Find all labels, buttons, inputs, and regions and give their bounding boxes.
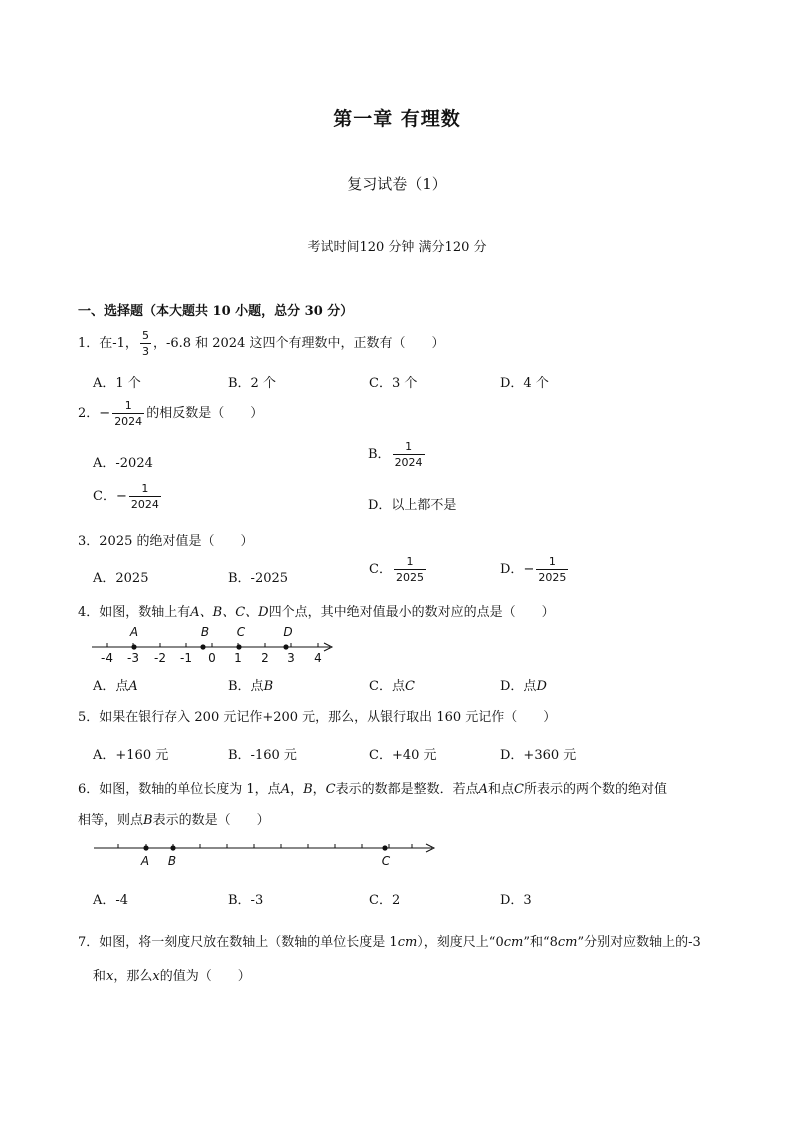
q4-point-label-b: B [200, 625, 210, 639]
q4-point-d [283, 644, 288, 649]
q4-tick-label: -1 [180, 651, 192, 665]
q2-option-d: D．以上都不是 [368, 498, 457, 513]
q1-frac-num: 5 [141, 329, 149, 342]
q3-optd-num: 1 [548, 555, 556, 568]
q2-optb-num: 1 [405, 440, 413, 453]
q6-var-a: A [280, 782, 291, 797]
q7-unit-2: cm [503, 935, 524, 950]
question-4-stem [78, 601, 555, 620]
q7-var-x1: x [106, 969, 114, 984]
q6-var-b2: B [143, 813, 153, 828]
q6-point-a [143, 845, 148, 850]
q7-l1-a: 7．如图，将一刻度尺放在数轴上（数轴的单位长度是 1 [78, 935, 398, 950]
q4-option-c [369, 675, 415, 694]
q1-option-a: A．1 个 [93, 376, 141, 391]
q4-stem-post: 四个点，其中绝对值最小的数对应的点是（ ） [268, 605, 555, 620]
section-heading: 一、选择题（本大题共 10 小题，总分 30 分） [78, 304, 354, 319]
q4-number-line [90, 622, 340, 668]
q6-point-b [170, 845, 175, 850]
q3-optc-den: 2025 [395, 571, 424, 584]
q3-option-b: B．-2025 [228, 571, 289, 586]
q2-optb-den: 2024 [394, 456, 423, 469]
q6-ticks [118, 844, 412, 848]
q7-l2-a: 和 [93, 969, 107, 984]
q4-point-label-d: D [283, 625, 293, 639]
q2-stem-post: 的相反数是（ ） [146, 406, 264, 421]
q4-tick-label: 0 [208, 651, 216, 665]
q4-stem-pre: 4．如图，数轴上有 [78, 605, 191, 620]
q7-unit-3: cm [557, 935, 578, 950]
page-title: 第一章 有理数 [333, 108, 461, 130]
q6-l1-c: 所表示的两个数的绝对值 [524, 782, 668, 797]
q3-optd-den: 2025 [538, 571, 567, 584]
q1-option-b: B．2 个 [228, 376, 276, 391]
q7-l2-c: 的值为（ ） [159, 969, 251, 984]
q6-var-c: C [325, 782, 336, 797]
q4-opt-d-var: D [536, 679, 547, 694]
q3-option-d-label: D． [500, 562, 524, 577]
q6-l2-a: 相等，则点 [78, 813, 144, 828]
q1-stem-pre: 1．在-1， [78, 336, 138, 351]
q6-l1-a: 6．如图，数轴的单位长度为 1，点 [78, 782, 281, 797]
q2-optc-minus: − [115, 489, 127, 504]
q4-point-c [236, 644, 241, 649]
question-2-stem [78, 400, 263, 427]
q4-point-names: A、B、C、D [190, 605, 269, 620]
q4-opt-c-var: C [404, 679, 415, 694]
q6-and: 和点 [488, 782, 515, 797]
q1-stem-post: ，-6.8 和 2024 这四个有理数中，正数有（ ） [152, 336, 445, 351]
q5-option-b: B．-160 元 [228, 748, 297, 763]
q2-optc-den: 2024 [130, 498, 159, 511]
exam-info: 考试时间120 分钟 满分120 分 [307, 240, 487, 255]
page-subtitle: 复习试卷（1） [347, 175, 447, 193]
question-5-stem: 5．如果在银行存入 200 元记作+200 元，那么，从银行取出 160 元记作（ ） [78, 710, 557, 725]
q6-var-b: B [303, 782, 313, 797]
q4-tick-label: -2 [154, 651, 166, 665]
q5-option-c: C．+40 元 [369, 748, 437, 763]
q2-num: 2． [78, 406, 100, 421]
q6-option-c: C．2 [369, 893, 401, 908]
q7-l1-d: ”分别对应数轴上的-3 [577, 935, 701, 950]
q4-opt-b-prefix: B．点 [228, 679, 264, 694]
question-7-stem-line2 [93, 965, 251, 984]
q4-tick-label: -3 [127, 651, 139, 665]
q6-option-a: A．-4 [93, 893, 129, 908]
q3-option-c [369, 556, 428, 583]
q2-option-c [93, 483, 163, 510]
q6-point-label-a: A [140, 854, 150, 868]
q6-point-label-c: C [381, 854, 391, 868]
question-3-stem: 3．2025 的绝对值是（ ） [78, 534, 254, 549]
q7-l1-b: ），刻度尺上“0 [417, 935, 504, 950]
q2-frac-num: 1 [124, 399, 132, 412]
q4-opt-c-prefix: C．点 [369, 679, 405, 694]
q2-minus: − [99, 406, 111, 421]
q4-point-a [131, 644, 136, 649]
q4-option-b [228, 675, 273, 694]
q3-option-d [500, 556, 570, 583]
q6-sep2: ， [312, 782, 326, 797]
q1-option-d: D．4 个 [500, 376, 549, 391]
q4-tick-label: 2 [261, 651, 269, 665]
q6-point-label-b: B [167, 854, 177, 868]
q3-option-c-label: C． [369, 562, 392, 577]
q4-point-label-a: A [129, 625, 139, 639]
question-6-stem-line1 [78, 778, 667, 797]
q4-option-d [500, 675, 547, 694]
q7-unit-1: cm [397, 935, 418, 950]
question-6-stem-line2 [78, 809, 270, 828]
q6-number-line [92, 838, 442, 870]
q6-var-c2: C [514, 782, 524, 797]
q2-option-c-fraction [129, 483, 161, 510]
q2-option-b [368, 441, 427, 468]
q6-l2-b: 表示的数是（ ） [152, 813, 270, 828]
question-1-stem [78, 330, 445, 357]
q2-optc-num: 1 [141, 482, 149, 495]
q4-tick-label: 1 [234, 651, 242, 665]
q6-var-a2: A [478, 782, 489, 797]
q5-option-d: D．+360 元 [500, 748, 577, 763]
q4-opt-b-var: B [263, 679, 274, 694]
q4-tick-label: 4 [314, 651, 322, 665]
q6-option-d: D．3 [500, 893, 532, 908]
q2-fraction [112, 400, 144, 427]
q4-opt-d-prefix: D．点 [500, 679, 537, 694]
q3-option-a: A．2025 [93, 571, 149, 586]
q2-option-c-label: C． [93, 489, 116, 504]
q2-frac-den: 2024 [114, 415, 143, 428]
q1-frac-den: 3 [141, 345, 149, 358]
q4-tick-label: -4 [101, 651, 113, 665]
q4-option-a [93, 675, 138, 694]
q4-opt-a-prefix: A．点 [93, 679, 129, 694]
q1-option-c: C．3 个 [369, 376, 418, 391]
q6-option-b: B．-3 [228, 893, 264, 908]
q3-optc-num: 1 [406, 555, 414, 568]
q3-option-d-fraction [536, 556, 568, 583]
q7-var-x2: x [152, 969, 160, 984]
q7-l2-b: ，那么 [113, 969, 153, 984]
q4-point-b [200, 644, 205, 649]
q3-optd-minus: − [523, 562, 535, 577]
q6-point-c [382, 845, 387, 850]
question-7-stem-line1 [78, 931, 701, 950]
q6-sep1: ， [290, 782, 304, 797]
q6-l1-b: 表示的数都是整数．若点 [335, 782, 479, 797]
q5-option-a: A．+160 元 [93, 748, 169, 763]
q2-option-b-label: B． [368, 447, 391, 462]
q4-tick-label: 3 [287, 651, 295, 665]
q4-point-label-c: C [236, 625, 246, 639]
q2-option-b-fraction [393, 441, 425, 468]
q7-l1-c: ”和“8 [523, 935, 558, 950]
q1-fraction [140, 330, 151, 357]
q2-option-a: A．-2024 [93, 456, 153, 471]
q4-opt-a-var: A [128, 679, 138, 694]
q3-option-c-fraction [394, 556, 426, 583]
